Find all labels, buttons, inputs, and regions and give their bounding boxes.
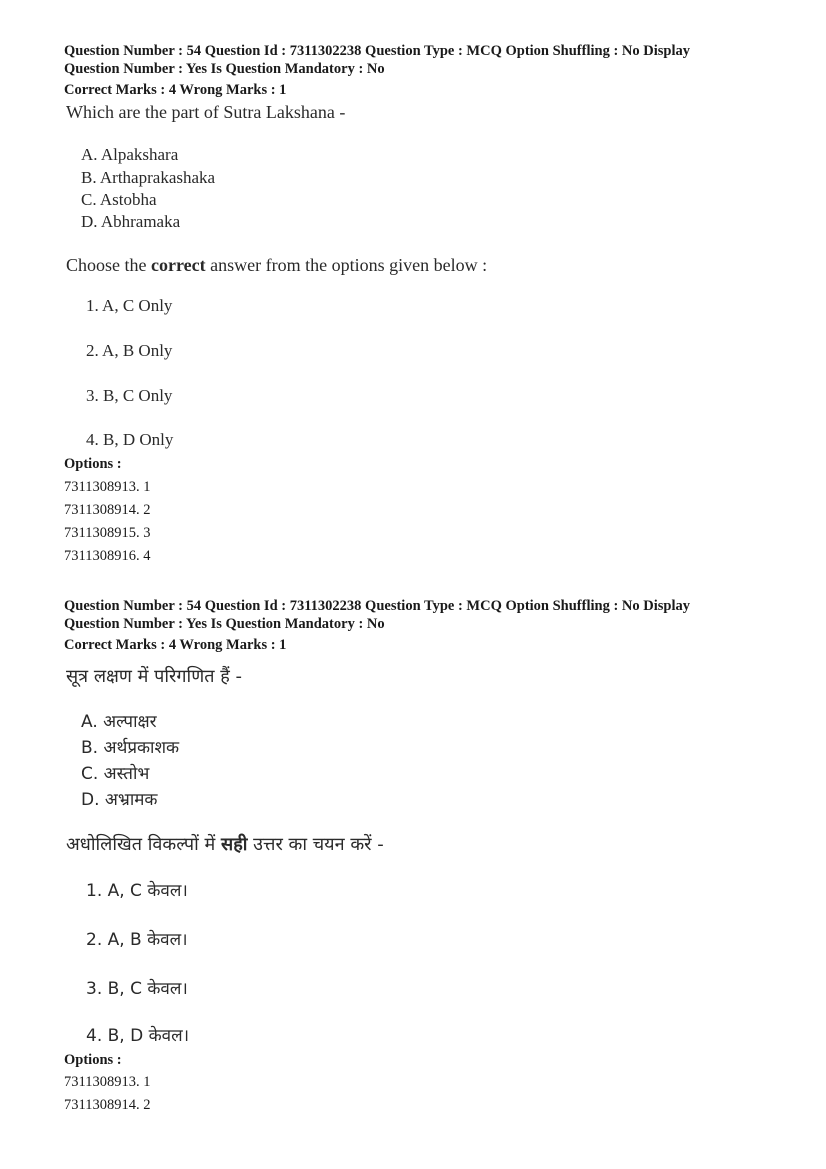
options-label: Options : (64, 1052, 122, 1068)
answer-choice: 2. A, B Only (86, 341, 173, 360)
answer-choice: 3. B, C केवल। (86, 979, 188, 999)
instruction-part: answer from the options given below : (205, 255, 488, 275)
option-id: 7311308914. 2 (64, 502, 151, 518)
options-label: Options : (64, 456, 122, 472)
option-id: 7311308916. 4 (64, 548, 151, 564)
statement-item: B. अर्थप्रकाशक (81, 738, 180, 758)
question-text: सूत्र लक्षण में परिगणित हैं - (66, 666, 242, 687)
question-meta-line: Question Number : 54 Question Id : 7311302238 Question Type : MCQ Option Shuffling : No Display (64, 43, 690, 59)
statement-item: A. अल्पाक्षर (81, 712, 157, 732)
marks-line: Correct Marks : 4 Wrong Marks : 1 (64, 637, 287, 653)
question-meta-line: Question Number : Yes Is Question Mandatory : No (64, 616, 385, 632)
option-id: 7311308915. 3 (64, 525, 151, 541)
instruction-emphasis: correct (151, 255, 206, 275)
question-meta-line: Question Number : Yes Is Question Mandatory : No (64, 61, 385, 77)
question-meta-line: Question Number : 54 Question Id : 7311302238 Question Type : MCQ Option Shuffling : No Display (64, 598, 690, 614)
question-text: Which are the part of Sutra Lakshana - (66, 102, 346, 122)
answer-choice: 3. B, C Only (86, 386, 173, 405)
answer-choice: 1. A, C केवल। (86, 881, 188, 901)
statement-item: D. Abhramaka (81, 212, 181, 231)
instruction-emphasis: सही (221, 834, 248, 855)
instruction-text (66, 832, 384, 856)
instruction-part: अधोलिखित विकल्पों में (66, 834, 222, 855)
statement-item: D. अभ्रामक (81, 790, 158, 810)
statement-item: B. Arthaprakashaka (81, 168, 216, 187)
option-id: 7311308913. 1 (64, 479, 151, 495)
statement-item: A. Alpakshara (81, 145, 179, 164)
answer-choice: 1. A, C Only (86, 296, 173, 315)
marks-line: Correct Marks : 4 Wrong Marks : 1 (64, 82, 287, 98)
answer-choice: 2. A, B केवल। (86, 930, 188, 950)
answer-choice: 4. B, D केवल। (86, 1026, 190, 1046)
answer-choice: 4. B, D Only (86, 430, 174, 449)
option-id: 7311308914. 2 (64, 1097, 151, 1113)
instruction-part: Choose the (66, 255, 151, 275)
statement-item: C. अस्तोभ (81, 764, 150, 784)
instruction-text (66, 255, 487, 276)
option-id: 7311308913. 1 (64, 1074, 151, 1090)
instruction-part: उत्तर का चयन करें - (247, 834, 384, 855)
statement-item: C. Astobha (81, 190, 157, 209)
